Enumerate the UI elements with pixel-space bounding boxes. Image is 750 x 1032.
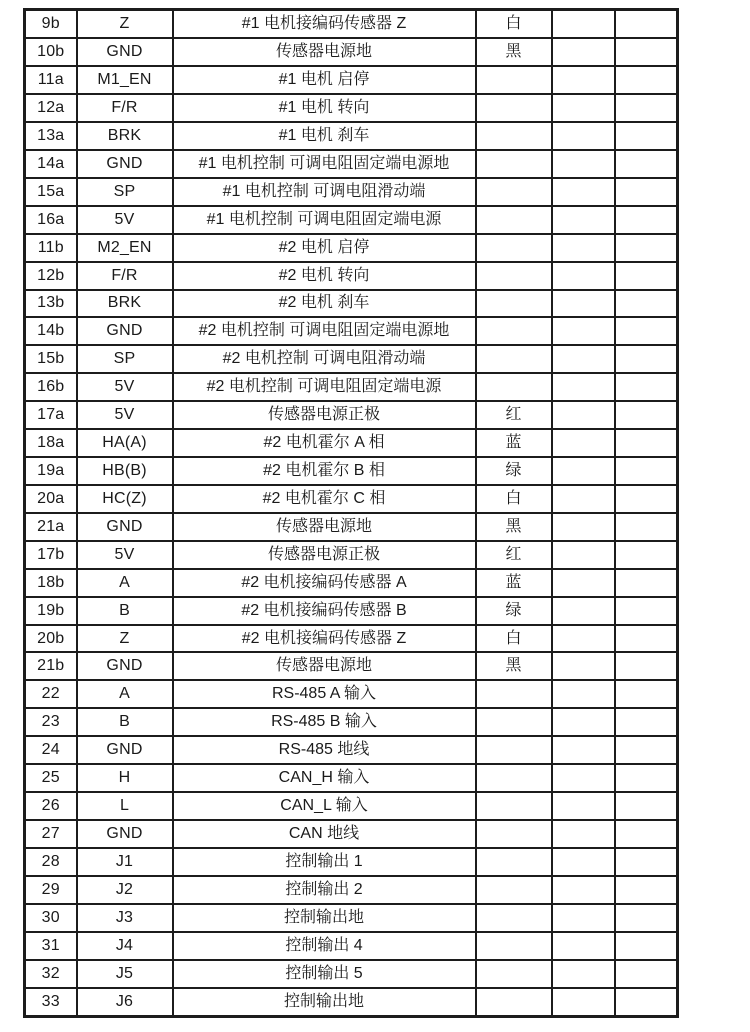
description-cell: 控制输出地 <box>173 904 476 932</box>
signal-cell: SP <box>77 345 173 373</box>
empty-cell <box>615 485 678 513</box>
signal-cell: HB(B) <box>77 457 173 485</box>
table-row <box>25 178 678 206</box>
empty-cell <box>615 234 678 262</box>
empty-cell <box>552 429 615 457</box>
description-cell: #2 电机接编码传感器 A <box>173 569 476 597</box>
pin-cell: 27 <box>25 820 77 848</box>
empty-cell <box>615 764 678 792</box>
wire-color-cell: 白 <box>476 10 552 39</box>
wire-color-cell <box>476 988 552 1017</box>
pin-cell: 15a <box>25 178 77 206</box>
pin-cell: 19b <box>25 597 77 625</box>
pin-cell: 15b <box>25 345 77 373</box>
signal-cell: HC(Z) <box>77 485 173 513</box>
table-row <box>25 904 678 932</box>
empty-cell <box>552 66 615 94</box>
table-row <box>25 876 678 904</box>
wire-color-cell <box>476 792 552 820</box>
empty-cell <box>615 290 678 318</box>
description-cell: 传感器电源地 <box>173 513 476 541</box>
description-cell: 控制输出 1 <box>173 848 476 876</box>
empty-cell <box>552 401 615 429</box>
description-cell: RS-485 A 输入 <box>173 680 476 708</box>
pin-definition-table <box>23 8 679 1018</box>
wire-color-cell: 红 <box>476 541 552 569</box>
signal-cell: M2_EN <box>77 234 173 262</box>
wire-color-cell: 黑 <box>476 652 552 680</box>
description-cell: #2 电机控制 可调电阻固定端电源 <box>173 373 476 401</box>
signal-cell: A <box>77 680 173 708</box>
description-cell: 控制输出 5 <box>173 960 476 988</box>
wire-color-cell: 蓝 <box>476 569 552 597</box>
empty-cell <box>552 122 615 150</box>
signal-cell: 5V <box>77 401 173 429</box>
empty-cell <box>552 876 615 904</box>
table-row <box>25 848 678 876</box>
pin-cell: 18a <box>25 429 77 457</box>
description-cell: #1 电机控制 可调电阻固定端电源地 <box>173 150 476 178</box>
table-row <box>25 66 678 94</box>
table-row <box>25 680 678 708</box>
signal-cell: GND <box>77 38 173 66</box>
description-cell: 控制输出 2 <box>173 876 476 904</box>
table-row <box>25 764 678 792</box>
wire-color-cell <box>476 820 552 848</box>
pin-cell: 28 <box>25 848 77 876</box>
empty-cell <box>615 876 678 904</box>
wire-color-cell <box>476 290 552 318</box>
wire-color-cell <box>476 960 552 988</box>
pin-cell: 24 <box>25 736 77 764</box>
signal-cell: BRK <box>77 122 173 150</box>
empty-cell <box>552 708 615 736</box>
empty-cell <box>552 234 615 262</box>
empty-cell <box>552 150 615 178</box>
empty-cell <box>615 10 678 39</box>
pin-cell: 31 <box>25 932 77 960</box>
description-cell: #2 电机控制 可调电阻固定端电源地 <box>173 317 476 345</box>
signal-cell: F/R <box>77 262 173 290</box>
description-cell: #2 电机 启停 <box>173 234 476 262</box>
description-cell: CAN_L 输入 <box>173 792 476 820</box>
empty-cell <box>615 94 678 122</box>
empty-cell <box>552 38 615 66</box>
empty-cell <box>552 932 615 960</box>
table-row <box>25 625 678 653</box>
wire-color-cell <box>476 904 552 932</box>
table-row <box>25 820 678 848</box>
wire-color-cell: 红 <box>476 401 552 429</box>
wire-color-cell: 绿 <box>476 457 552 485</box>
table-row <box>25 317 678 345</box>
empty-cell <box>552 960 615 988</box>
pin-cell: 33 <box>25 988 77 1017</box>
empty-cell <box>552 820 615 848</box>
description-cell: #2 电机霍尔 C 相 <box>173 485 476 513</box>
signal-cell: J4 <box>77 932 173 960</box>
description-cell: #1 电机接编码传感器 Z <box>173 10 476 39</box>
pin-cell: 26 <box>25 792 77 820</box>
empty-cell <box>615 820 678 848</box>
pin-cell: 9b <box>25 10 77 39</box>
empty-cell <box>615 988 678 1017</box>
signal-cell: M1_EN <box>77 66 173 94</box>
table-row <box>25 652 678 680</box>
empty-cell <box>552 513 615 541</box>
wire-color-cell <box>476 736 552 764</box>
signal-cell: BRK <box>77 290 173 318</box>
signal-cell: 5V <box>77 373 173 401</box>
signal-cell: B <box>77 597 173 625</box>
empty-cell <box>552 680 615 708</box>
empty-cell <box>615 150 678 178</box>
signal-cell: Z <box>77 10 173 39</box>
wire-color-cell: 黑 <box>476 38 552 66</box>
table-row <box>25 38 678 66</box>
signal-cell: J6 <box>77 988 173 1017</box>
wire-color-cell <box>476 764 552 792</box>
empty-cell <box>552 290 615 318</box>
empty-cell <box>615 122 678 150</box>
description-cell: #1 电机控制 可调电阻滑动端 <box>173 178 476 206</box>
empty-cell <box>552 569 615 597</box>
empty-cell <box>552 94 615 122</box>
empty-cell <box>552 625 615 653</box>
empty-cell <box>552 10 615 39</box>
empty-cell <box>615 652 678 680</box>
wire-color-cell <box>476 317 552 345</box>
empty-cell <box>615 736 678 764</box>
pin-cell: 29 <box>25 876 77 904</box>
description-cell: 传感器电源地 <box>173 652 476 680</box>
table-row <box>25 457 678 485</box>
wire-color-cell <box>476 876 552 904</box>
empty-cell <box>615 38 678 66</box>
wire-color-cell <box>476 234 552 262</box>
signal-cell: L <box>77 792 173 820</box>
pin-cell: 22 <box>25 680 77 708</box>
signal-cell: A <box>77 569 173 597</box>
pin-cell: 13b <box>25 290 77 318</box>
signal-cell: J3 <box>77 904 173 932</box>
signal-cell: GND <box>77 150 173 178</box>
wire-color-cell <box>476 680 552 708</box>
pin-cell: 14a <box>25 150 77 178</box>
pin-cell: 16b <box>25 373 77 401</box>
signal-cell: 5V <box>77 541 173 569</box>
description-cell: #2 电机接编码传感器 Z <box>173 625 476 653</box>
wire-color-cell <box>476 178 552 206</box>
description-cell: #1 电机 转向 <box>173 94 476 122</box>
empty-cell <box>615 401 678 429</box>
table-row <box>25 234 678 262</box>
empty-cell <box>615 625 678 653</box>
empty-cell <box>552 597 615 625</box>
table-row <box>25 988 678 1017</box>
empty-cell <box>552 792 615 820</box>
pin-cell: 17b <box>25 541 77 569</box>
signal-cell: B <box>77 708 173 736</box>
empty-cell <box>552 317 615 345</box>
description-cell: 传感器电源正极 <box>173 541 476 569</box>
signal-cell: 5V <box>77 206 173 234</box>
pin-cell: 13a <box>25 122 77 150</box>
wire-color-cell <box>476 66 552 94</box>
empty-cell <box>552 373 615 401</box>
empty-cell <box>552 178 615 206</box>
empty-cell <box>552 262 615 290</box>
table-row <box>25 373 678 401</box>
wire-color-cell: 蓝 <box>476 429 552 457</box>
empty-cell <box>615 373 678 401</box>
wire-color-cell <box>476 262 552 290</box>
description-cell: #1 电机控制 可调电阻固定端电源 <box>173 206 476 234</box>
empty-cell <box>615 513 678 541</box>
empty-cell <box>615 541 678 569</box>
description-cell: #2 电机接编码传感器 B <box>173 597 476 625</box>
empty-cell <box>615 597 678 625</box>
wire-color-cell <box>476 150 552 178</box>
pin-cell: 20b <box>25 625 77 653</box>
empty-cell <box>615 457 678 485</box>
empty-cell <box>615 960 678 988</box>
empty-cell <box>615 848 678 876</box>
pin-cell: 11a <box>25 66 77 94</box>
wire-color-cell: 绿 <box>476 597 552 625</box>
table-row <box>25 401 678 429</box>
table-row <box>25 345 678 373</box>
description-cell: RS-485 B 输入 <box>173 708 476 736</box>
empty-cell <box>552 485 615 513</box>
description-cell: #2 电机霍尔 A 相 <box>173 429 476 457</box>
pin-cell: 14b <box>25 317 77 345</box>
empty-cell <box>552 652 615 680</box>
empty-cell <box>552 848 615 876</box>
empty-cell <box>552 988 615 1017</box>
table-row <box>25 150 678 178</box>
wire-color-cell <box>476 122 552 150</box>
empty-cell <box>615 317 678 345</box>
description-cell: 传感器电源地 <box>173 38 476 66</box>
pin-cell: 20a <box>25 485 77 513</box>
empty-cell <box>615 904 678 932</box>
empty-cell <box>615 206 678 234</box>
pin-cell: 32 <box>25 960 77 988</box>
wire-color-cell <box>476 708 552 736</box>
empty-cell <box>615 429 678 457</box>
wire-color-cell <box>476 94 552 122</box>
table-row <box>25 290 678 318</box>
wire-color-cell: 白 <box>476 485 552 513</box>
empty-cell <box>552 457 615 485</box>
pin-cell: 12b <box>25 262 77 290</box>
empty-cell <box>615 932 678 960</box>
empty-cell <box>615 262 678 290</box>
empty-cell <box>615 569 678 597</box>
table-row <box>25 10 678 39</box>
signal-cell: GND <box>77 652 173 680</box>
description-cell: #2 电机控制 可调电阻滑动端 <box>173 345 476 373</box>
table-row <box>25 513 678 541</box>
wire-color-cell: 黑 <box>476 513 552 541</box>
pin-cell: 30 <box>25 904 77 932</box>
description-cell: CAN_H 输入 <box>173 764 476 792</box>
pin-table-body <box>25 10 678 1017</box>
table-row <box>25 94 678 122</box>
table-row <box>25 736 678 764</box>
empty-cell <box>615 178 678 206</box>
empty-cell <box>615 680 678 708</box>
signal-cell: J1 <box>77 848 173 876</box>
empty-cell <box>615 66 678 94</box>
wire-color-cell <box>476 373 552 401</box>
table-row <box>25 708 678 736</box>
empty-cell <box>615 345 678 373</box>
signal-cell: SP <box>77 178 173 206</box>
table-row <box>25 960 678 988</box>
table-row <box>25 122 678 150</box>
wire-color-cell: 白 <box>476 625 552 653</box>
description-cell: CAN 地线 <box>173 820 476 848</box>
signal-cell: H <box>77 764 173 792</box>
table-row <box>25 262 678 290</box>
pin-cell: 21a <box>25 513 77 541</box>
signal-cell: GND <box>77 317 173 345</box>
pin-cell: 16a <box>25 206 77 234</box>
pin-cell: 10b <box>25 38 77 66</box>
pin-cell: 23 <box>25 708 77 736</box>
description-cell: #2 电机 转向 <box>173 262 476 290</box>
description-cell: RS-485 地线 <box>173 736 476 764</box>
table-row <box>25 597 678 625</box>
empty-cell <box>552 206 615 234</box>
signal-cell: F/R <box>77 94 173 122</box>
description-cell: 控制输出地 <box>173 988 476 1017</box>
table-row <box>25 485 678 513</box>
table-row <box>25 569 678 597</box>
empty-cell <box>552 736 615 764</box>
empty-cell <box>552 904 615 932</box>
description-cell: #1 电机 刹车 <box>173 122 476 150</box>
empty-cell <box>552 541 615 569</box>
description-cell: #1 电机 启停 <box>173 66 476 94</box>
description-cell: 控制输出 4 <box>173 932 476 960</box>
table-row <box>25 429 678 457</box>
empty-cell <box>552 764 615 792</box>
signal-cell: J5 <box>77 960 173 988</box>
pin-cell: 11b <box>25 234 77 262</box>
empty-cell <box>615 792 678 820</box>
description-cell: 传感器电源正极 <box>173 401 476 429</box>
description-cell: #2 电机霍尔 B 相 <box>173 457 476 485</box>
signal-cell: GND <box>77 513 173 541</box>
empty-cell <box>552 345 615 373</box>
table-row <box>25 206 678 234</box>
wire-color-cell <box>476 848 552 876</box>
table-row <box>25 932 678 960</box>
pin-cell: 17a <box>25 401 77 429</box>
empty-cell <box>615 708 678 736</box>
signal-cell: Z <box>77 625 173 653</box>
pin-cell: 25 <box>25 764 77 792</box>
description-cell: #2 电机 刹车 <box>173 290 476 318</box>
wire-color-cell <box>476 345 552 373</box>
pin-cell: 18b <box>25 569 77 597</box>
wire-color-cell <box>476 932 552 960</box>
table-row <box>25 541 678 569</box>
signal-cell: HA(A) <box>77 429 173 457</box>
signal-cell: J2 <box>77 876 173 904</box>
signal-cell: GND <box>77 736 173 764</box>
pin-cell: 19a <box>25 457 77 485</box>
signal-cell: GND <box>77 820 173 848</box>
pin-cell: 21b <box>25 652 77 680</box>
wire-color-cell <box>476 206 552 234</box>
pin-cell: 12a <box>25 94 77 122</box>
table-row <box>25 792 678 820</box>
